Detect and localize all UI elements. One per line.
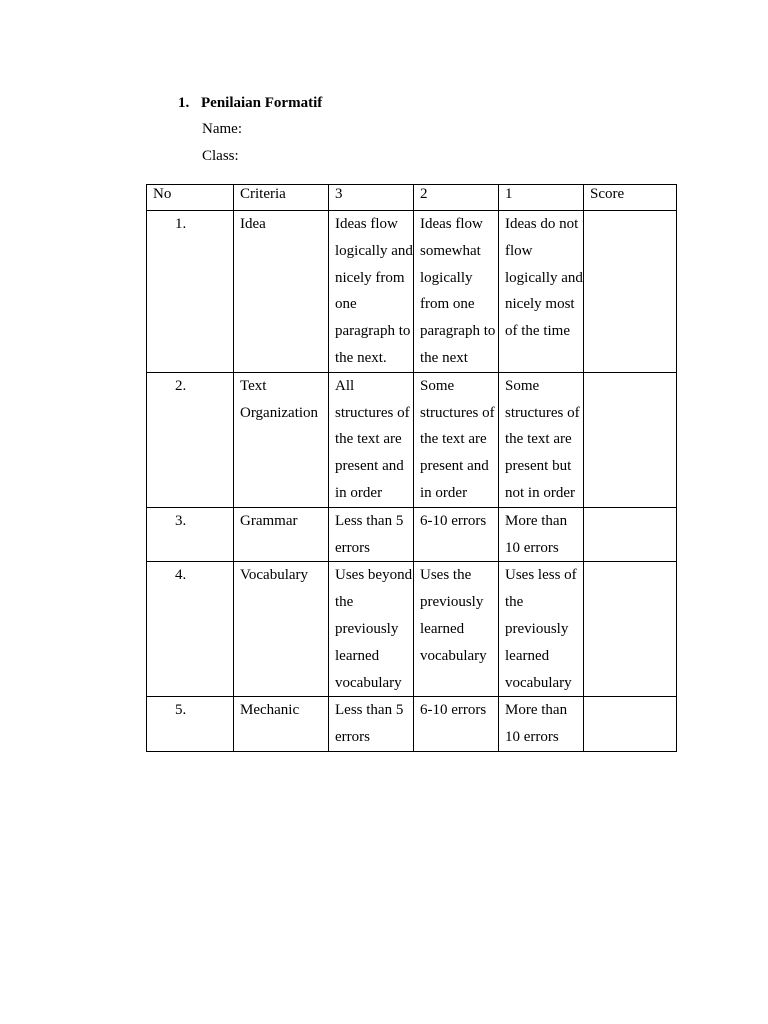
row-level-1: Some structures of the text are present but not in order bbox=[499, 372, 584, 507]
section-number: 1. bbox=[178, 95, 190, 111]
row-level-1: Uses less of the previously learned vocabulary bbox=[499, 562, 584, 697]
section-title: Penilaian Formatif bbox=[201, 95, 323, 111]
name-field-label: Name: bbox=[202, 121, 242, 137]
row-score[interactable] bbox=[584, 211, 677, 373]
table-row bbox=[147, 211, 677, 373]
row-level-3: All structures of the text are present and in order bbox=[329, 372, 414, 507]
header-criteria: Criteria bbox=[234, 185, 329, 211]
row-level-2: 6-10 errors bbox=[414, 697, 499, 752]
header-level-2: 2 bbox=[414, 185, 499, 211]
row-criteria: Mechanic bbox=[234, 697, 329, 752]
row-level-2: 6-10 errors bbox=[414, 507, 499, 562]
row-criteria: Grammar bbox=[234, 507, 329, 562]
row-level-3: Uses beyond the previously learned vocabulary bbox=[329, 562, 414, 697]
row-score[interactable] bbox=[584, 562, 677, 697]
row-level-2: Ideas flow somewhat logically from one paragraph to the next bbox=[414, 211, 499, 373]
class-field-label: Class: bbox=[202, 148, 239, 164]
rubric-table bbox=[146, 184, 677, 752]
header-no: No bbox=[147, 185, 234, 211]
section-heading bbox=[178, 93, 322, 113]
row-criteria: Vocabulary bbox=[234, 562, 329, 697]
row-score[interactable] bbox=[584, 697, 677, 752]
row-level-1: More than 10 errors bbox=[499, 507, 584, 562]
header-level-1: 1 bbox=[499, 185, 584, 211]
row-number: 3. bbox=[147, 507, 234, 562]
header-score: Score bbox=[584, 185, 677, 211]
row-criteria: Idea bbox=[234, 211, 329, 373]
row-number: 5. bbox=[147, 697, 234, 752]
row-level-2: Uses the previously learned vocabulary bbox=[414, 562, 499, 697]
row-number: 2. bbox=[147, 372, 234, 507]
table-row bbox=[147, 372, 677, 507]
table-header-row bbox=[147, 185, 677, 211]
row-criteria: Text Organization bbox=[234, 372, 329, 507]
header-level-3: 3 bbox=[329, 185, 414, 211]
row-number: 4. bbox=[147, 562, 234, 697]
row-level-1: More than 10 errors bbox=[499, 697, 584, 752]
row-level-3: Less than 5 errors bbox=[329, 507, 414, 562]
row-level-1: Ideas do not flow logically and nicely most of the time bbox=[499, 211, 584, 373]
row-score[interactable] bbox=[584, 372, 677, 507]
row-level-3: Ideas flow logically and nicely from one paragraph to the next. bbox=[329, 211, 414, 373]
row-number: 1. bbox=[147, 211, 234, 373]
table-row bbox=[147, 697, 677, 752]
row-score[interactable] bbox=[584, 507, 677, 562]
row-level-3: Less than 5 errors bbox=[329, 697, 414, 752]
table-row bbox=[147, 562, 677, 697]
row-level-2: Some structures of the text are present and in order bbox=[414, 372, 499, 507]
table-row bbox=[147, 507, 677, 562]
